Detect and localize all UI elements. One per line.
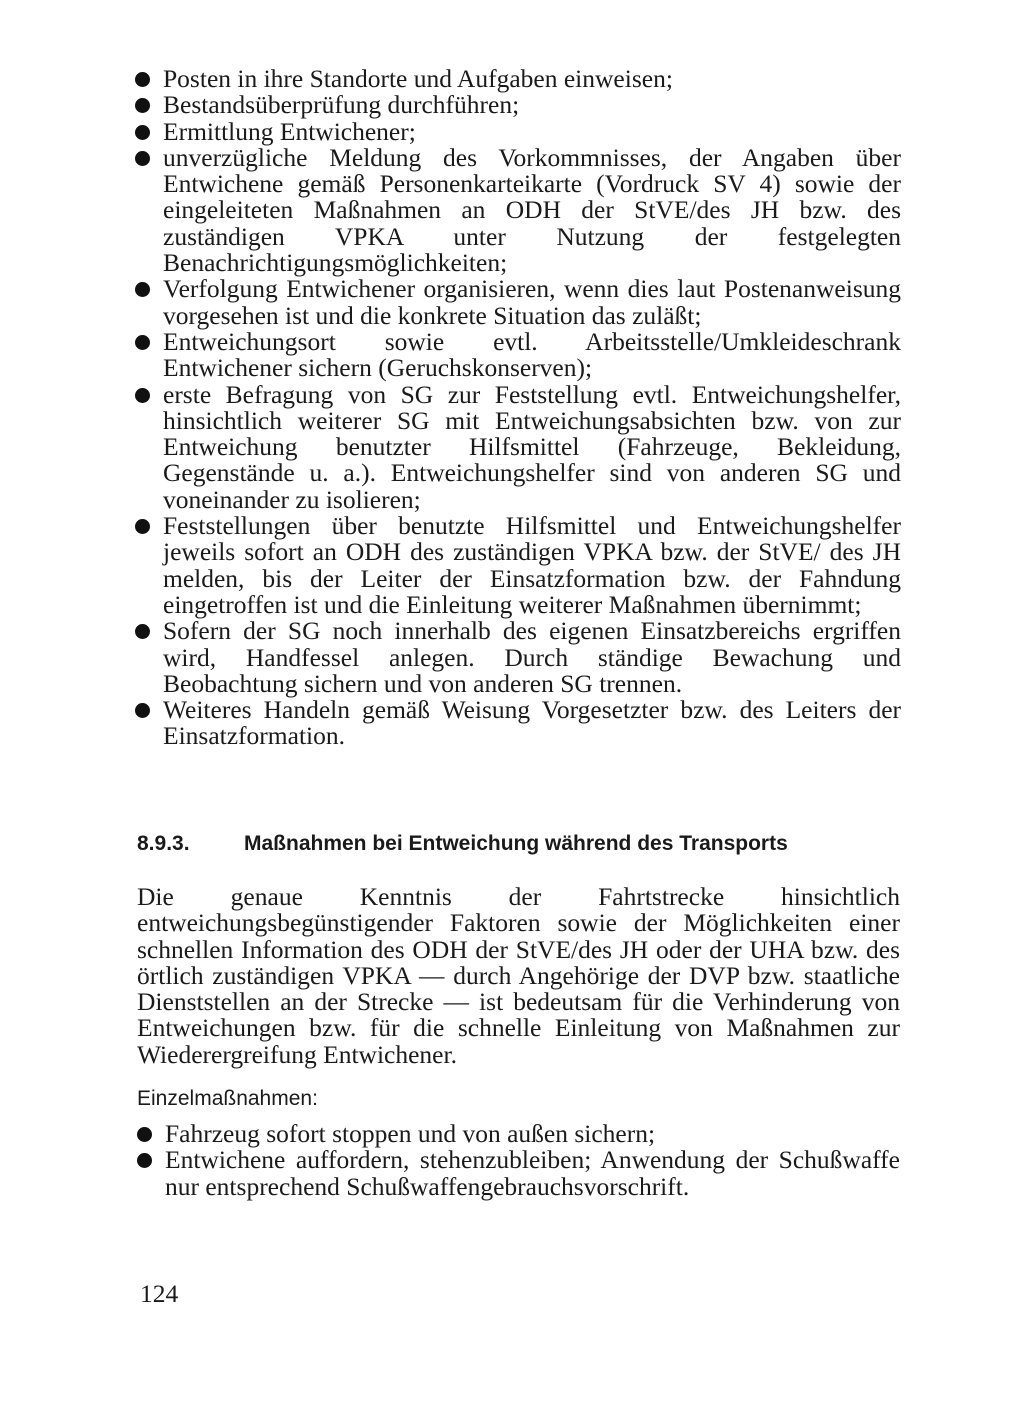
list-item-text: erste Befragung von SG zur Feststellung evtl. Entweichungshelfer, hinsichtlich weiterer SG mit Entweichungsabsichten bzw. von zur Entweichung benutzter Hilfsmittel (Fahrzeuge, Bekleidung, Gegenstände u. a.). Entweichungshelfer sind von anderen SG und voneinander zu isolieren; (163, 379, 901, 514)
list-item-text: Sofern der SG noch innerhalb des eigenen Einsatzbereichs ergriffen wird, Handfessel anlegen. Durch ständige Bewachung und Beobachtung sichern und von anderen SG trennen. (163, 616, 901, 698)
list-item (135, 379, 901, 514)
list-item-text: Feststellungen über benutzte Hilfsmittel und Entweichungshelfer jeweils sofort an ODH des zuständigen VPKA bzw. der StVE/ des JH melden, bis der Leiter der Einsatzformation bzw. der Fahndung eingetroffen ist und die Einleitung weiterer Maßnahmen übernimmt; (163, 511, 901, 619)
list-item-text: Ermittlung Entwichener; (163, 116, 416, 146)
bullet-icon (135, 72, 150, 87)
list-item (135, 66, 901, 92)
section-heading (137, 831, 877, 857)
list-item (135, 142, 901, 278)
individual-measures-list (137, 1121, 900, 1200)
list-item-text: Entwichene auffordern, stehenzubleiben; Anwendung der Schußwaffe nur entsprechend Schußwaffengebrauchsvorschrift. (165, 1145, 900, 1201)
list-item-text: Posten in ihre Standorte und Aufgaben einweisen; (163, 64, 673, 93)
list-item (135, 697, 901, 750)
list-item (135, 116, 901, 146)
bullet-icon (135, 519, 150, 534)
bullet-icon (135, 282, 150, 297)
list-item-text: Bestandsüberprüfung durchführen; (163, 90, 520, 120)
bullet-icon (135, 125, 150, 140)
list-item-text: Entweichungsort sowie evtl. Arbeitsstelle/Umkleideschrank Entwichener sichern (Geruchskonserven); (163, 326, 901, 383)
body-paragraph: Die genaue Kenntnis der Fahrtstrecke hinsichtlich entweichungsbegünstigender Faktoren sowie der Möglichkeiten einer schnellen Information des ODH der StVE/des JH oder der UHA bzw. des örtlich zuständigen VPKA — durch Angehörige der DVP bzw. staatliche Dienststellen an der Strecke — ist bedeutsam für die Verhinderung von Entweichungen bzw. für die schnelle Einleitung von Maßnahmen zur Wiederergreifung Entwichener. (137, 882, 900, 1069)
bullet-icon (135, 624, 150, 639)
list-item-text: Verfolgung Entwichener organisieren, wenn dies laut Postenanweisung vorgesehen ist und die konkrete Situation das zuläßt; (163, 274, 901, 330)
bullet-icon (137, 1153, 152, 1168)
bullet-icon (135, 151, 150, 166)
list-item (135, 618, 901, 697)
list-item (137, 1121, 900, 1147)
section-title: Maßnahmen bei Entweichung während des Transports (244, 832, 788, 855)
bullet-icon (135, 703, 150, 718)
subheading: Einzelmaßnahmen: (137, 1087, 318, 1110)
page-number: 124 (140, 1279, 179, 1308)
list-item (135, 276, 901, 329)
bullet-icon (135, 335, 150, 350)
list-item-text: Fahrzeug sofort stoppen und von außen sichern; (165, 1119, 656, 1148)
list-item (135, 326, 901, 383)
bullet-icon (135, 98, 150, 113)
list-item (137, 1147, 900, 1200)
list-item-text: Weiteres Handeln gemäß Weisung Vorgesetzter bzw. des Leiters der Einsatzformation. (163, 695, 901, 751)
section-number: 8.9.3. (137, 832, 190, 855)
bullet-icon (135, 388, 150, 403)
measures-list (135, 66, 901, 750)
list-item (135, 513, 901, 618)
list-item (135, 92, 901, 118)
list-item-text: unverzügliche Meldung des Vorkommnisses, der Angaben über Entwichene gemäß Personenkarteikarte (Vordruck SV 4) sowie der eingeleiteten Maßnahmen an ODH der StVE/des JH bzw. des zuständigen VPKA unter Nutzung der festgelegten Benachrichtigungsmöglichkeiten; (163, 142, 901, 278)
bullet-icon (137, 1127, 152, 1142)
